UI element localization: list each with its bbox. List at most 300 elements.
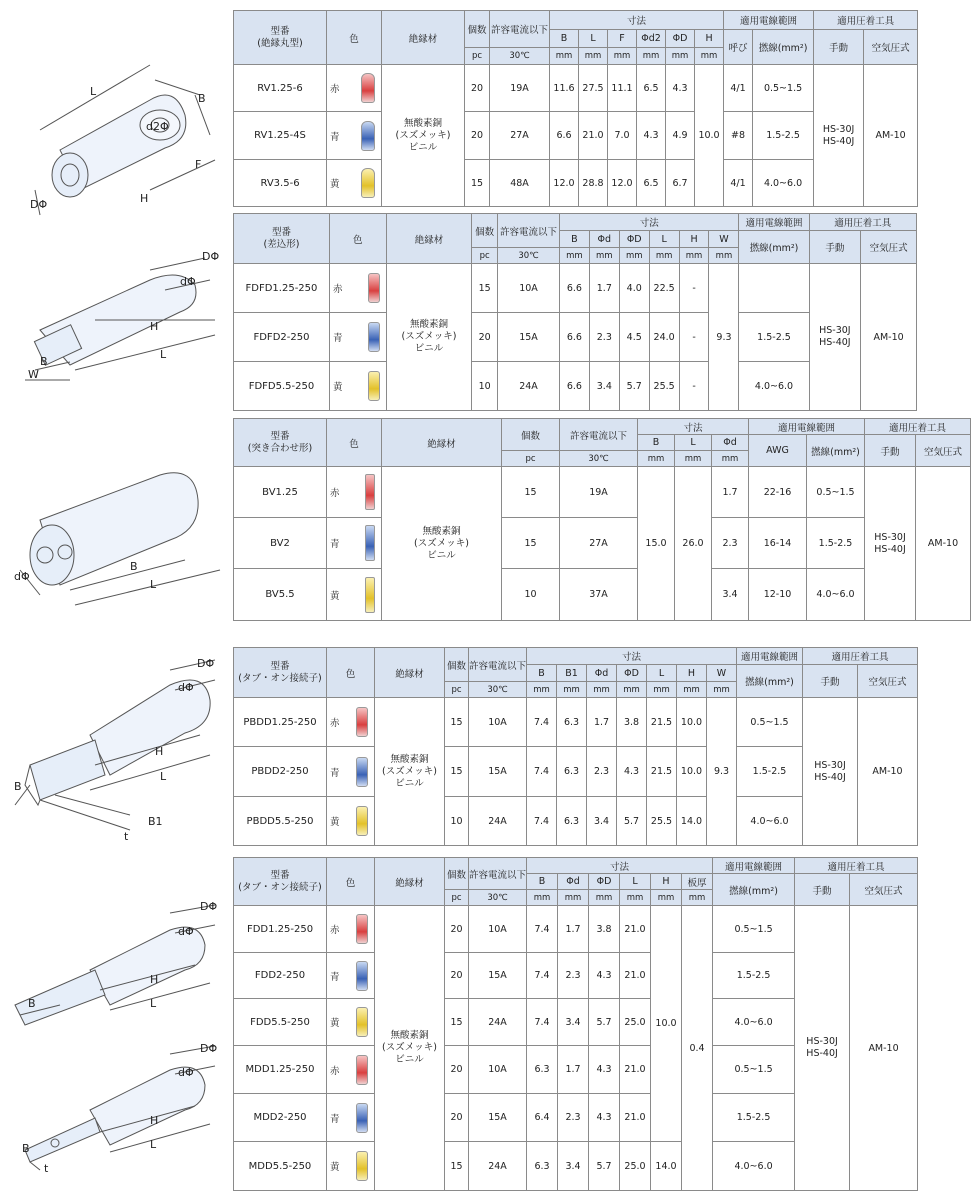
dim-cell: 6.3: [527, 1142, 558, 1191]
model-cell: PBDD5.5-250: [234, 797, 327, 846]
tool-manual-cell: HS-30J HS-40J: [865, 467, 916, 621]
ring-label-D: DΦ: [30, 198, 48, 211]
unit: mm: [589, 248, 619, 264]
unit: mm: [558, 890, 589, 906]
current-cell: 27A: [560, 518, 638, 569]
dim-cell: 10.0: [695, 65, 724, 207]
dim-B: B: [550, 30, 579, 48]
unit: mm: [637, 48, 666, 65]
table-row: [234, 65, 918, 112]
unit: mm: [608, 48, 637, 65]
dim-F: F: [608, 30, 637, 48]
qty-cell: 10: [502, 569, 560, 621]
wire-cell: 1.5-2.5: [753, 112, 814, 160]
dim-cell: 14.0: [651, 1142, 682, 1191]
unit: mm: [682, 890, 713, 906]
col-wire: 適用電線範囲: [737, 648, 803, 665]
color-cell: 黄: [327, 797, 375, 846]
wire-stranded: 撚線(mm²): [807, 435, 865, 467]
insulation-cell: 無酸素銅 (スズメッキ) ビニル: [386, 264, 472, 411]
dim-cell: 6.6: [559, 264, 589, 313]
current-cell: 19A: [560, 467, 638, 518]
dim-cell: 7.0: [608, 112, 637, 160]
bv-spec-table: [233, 418, 971, 621]
color-cell: 黄: [327, 1142, 375, 1191]
dim-cell: 3.4: [558, 1142, 589, 1191]
dim-cell: 4.3: [589, 1046, 620, 1094]
dim-D: ΦD: [666, 30, 695, 48]
dim-cell: 5.7: [589, 999, 620, 1046]
dim-cell: 25.0: [620, 999, 651, 1046]
table-row: [234, 518, 971, 569]
piggyback-label-L: L: [160, 770, 167, 783]
unit: mm: [550, 48, 579, 65]
blue-terminal-icon: [368, 322, 380, 352]
dim-cell: 12.0: [608, 160, 637, 207]
dim-cell: 22.5: [649, 264, 679, 313]
dim-cell: 21.0: [620, 953, 651, 999]
dim-cell: 6.3: [527, 1046, 558, 1094]
table-row: [234, 569, 971, 621]
dim-B: B: [527, 874, 558, 890]
dim-cell: 7.4: [527, 999, 558, 1046]
ring-label-F: F: [195, 158, 202, 171]
tool-manual-cell: HS-30J HS-40J: [809, 264, 861, 411]
qty-unit: pc: [445, 682, 469, 698]
female-label-L: L: [160, 348, 167, 361]
pbdd-spec-table: [233, 647, 918, 846]
dim-cell: 6.6: [559, 313, 589, 362]
mdd-label-L: L: [150, 1138, 157, 1151]
wire-cell: 0.5~1.5: [807, 467, 865, 518]
current-cell: 27A: [490, 112, 550, 160]
dim-cell: 21.0: [579, 112, 608, 160]
col-model: 型番 (タブ・オン接続子): [234, 858, 327, 906]
wire-cell: 0.5~1.5: [753, 65, 814, 112]
butt-connector-diagram: [0, 460, 228, 610]
wire-cell: 0.5~1.5: [713, 1046, 795, 1094]
model-cell: FDD1.25-250: [234, 906, 327, 953]
qty-cell: 15: [445, 999, 469, 1046]
unit: mm: [617, 682, 647, 698]
current-cell: 10A: [469, 906, 527, 953]
dim-cell: 6.7: [666, 160, 695, 207]
unit: mm: [649, 248, 679, 264]
dim-cell: 6.3: [557, 698, 587, 747]
ring-label-d2: d2Φ: [146, 120, 169, 133]
tool-manual: 手動: [795, 874, 850, 906]
qty-cell: 15: [472, 264, 498, 313]
dim-cell: -: [679, 362, 709, 411]
red-terminal-icon: [356, 707, 368, 737]
dim-cell: 4.3: [637, 112, 666, 160]
insulation-cell: 無酸素銅 (スズメッキ) ビニル: [375, 906, 445, 1191]
col-dims: 寸法: [527, 648, 737, 665]
dim-H: H: [679, 231, 709, 248]
unit: mm: [589, 890, 620, 906]
col-insulation: 絶縁材: [375, 648, 445, 698]
current-cell: 24A: [469, 999, 527, 1046]
dim-W: W: [707, 665, 737, 682]
dim-B1: B1: [557, 665, 587, 682]
current-cell: 48A: [490, 160, 550, 207]
wire-cell: 4.0~6.0: [753, 160, 814, 207]
female-label-H: H: [150, 320, 159, 333]
dim-cell: -: [679, 313, 709, 362]
dim-d: Φd: [589, 231, 619, 248]
wire-cell: 0.5~1.5: [737, 698, 803, 747]
tool-air-cell: AM-10: [916, 467, 971, 621]
dim-cell: 7.4: [527, 698, 557, 747]
dim-d: Φd: [558, 874, 589, 890]
ring-terminal-diagram: [0, 40, 228, 210]
wire-stranded: 撚線(mm²): [713, 874, 795, 906]
unit: mm: [666, 48, 695, 65]
color-cell: 黄: [327, 999, 375, 1046]
dim-cell: 4.3: [589, 953, 620, 999]
female-label-B: B: [40, 355, 48, 368]
mdd-terminal-diagram: [0, 1040, 228, 1175]
col-insulation: 絶縁材: [375, 858, 445, 906]
col-current: 許容電流以下: [498, 214, 560, 248]
current-cell: 19A: [490, 65, 550, 112]
yellow-terminal-icon: [356, 1151, 368, 1181]
tool-manual: 手動: [803, 665, 858, 698]
current-cell: 15A: [498, 313, 560, 362]
tool-air: 空気圧式: [861, 231, 917, 264]
blue-terminal-icon: [356, 961, 368, 991]
qty-cell: 15: [445, 698, 469, 747]
model-cell: FDFD5.5-250: [234, 362, 330, 411]
current-cell: 15A: [469, 747, 527, 797]
wire-cell: 4.0~6.0: [739, 362, 809, 411]
color-cell: 青: [329, 313, 386, 362]
qty-cell: 20: [465, 65, 490, 112]
col-qty: 個数: [445, 648, 469, 682]
dim-cell: 26.0: [675, 467, 712, 621]
red-terminal-icon: [356, 1055, 368, 1085]
dim-cell: 3.4: [712, 569, 749, 621]
awg-cell: 16-14: [749, 518, 807, 569]
current-temp: 30℃: [469, 682, 527, 698]
dim-thickness: 板厚: [682, 874, 713, 890]
dim-cell: 11.6: [550, 65, 579, 112]
model-cell: FDD5.5-250: [234, 999, 327, 1046]
dim-cell: 1.7: [712, 467, 749, 518]
col-current: 許容電流以下: [469, 648, 527, 682]
tool-manual-cell: HS-30J HS-40J: [795, 906, 850, 1191]
color-cell: 青: [327, 747, 375, 797]
model-cell: FDD2-250: [234, 953, 327, 999]
qty-cell: 15: [502, 467, 560, 518]
current-temp: 30℃: [469, 890, 527, 906]
dim-L: L: [649, 231, 679, 248]
unit: mm: [579, 48, 608, 65]
dim-d2: Φd2: [637, 30, 666, 48]
col-wire: 適用電線範囲: [724, 11, 814, 30]
tool-air-cell: AM-10: [864, 65, 918, 207]
dim-B: B: [527, 665, 557, 682]
nominal-cell: 4/1: [724, 160, 753, 207]
dim-B: B: [559, 231, 589, 248]
dim-cell: 6.5: [637, 65, 666, 112]
dim-W: W: [709, 231, 739, 248]
col-model: 型番 (差込形): [234, 214, 330, 264]
qty-cell: 15: [465, 160, 490, 207]
col-color: 色: [327, 648, 375, 698]
dim-cell: 1.7: [589, 264, 619, 313]
tool-air: 空気圧式: [850, 874, 918, 906]
blue-terminal-icon: [356, 1103, 368, 1133]
dim-d: Φd: [712, 435, 749, 451]
col-color: 色: [327, 419, 382, 467]
color-cell: 赤: [327, 1046, 375, 1094]
unit: mm: [679, 248, 709, 264]
female-terminal-diagram: [0, 250, 228, 400]
yellow-terminal-icon: [361, 168, 375, 198]
yellow-terminal-icon: [356, 806, 368, 836]
model-cell: BV2: [234, 518, 327, 569]
wire-nominal: 呼び: [724, 30, 753, 65]
unit: mm: [675, 451, 712, 467]
dim-cell: 7.4: [527, 797, 557, 846]
qty-cell: 10: [445, 797, 469, 846]
tool-manual: 手動: [865, 435, 916, 467]
current-cell: 10A: [498, 264, 560, 313]
qty-unit: pc: [472, 248, 498, 264]
dim-cell: 25.5: [649, 362, 679, 411]
dim-cell: 5.7: [619, 362, 649, 411]
butt-label-B: B: [130, 560, 138, 573]
col-dims: 寸法: [559, 214, 738, 231]
dim-cell: 2.3: [712, 518, 749, 569]
dim-cell: 3.8: [617, 698, 647, 747]
col-qty: 個数: [502, 419, 560, 451]
wire-cell: 4.0~6.0: [807, 569, 865, 621]
unit: mm: [712, 451, 749, 467]
dim-cell: 6.3: [557, 747, 587, 797]
wire-cell: 4.0~6.0: [713, 1142, 795, 1191]
dim-cell: 12.0: [550, 160, 579, 207]
dim-cell: 7.4: [527, 747, 557, 797]
color-cell: 黄: [327, 160, 382, 207]
dim-cell: 21.5: [647, 747, 677, 797]
dim-cell: 10.0: [651, 906, 682, 1142]
butt-label-L: L: [150, 578, 157, 591]
dim-cell: 4.3: [666, 65, 695, 112]
col-tool: 適用圧着工具: [814, 11, 918, 30]
red-terminal-icon: [356, 914, 368, 944]
current-cell: 10A: [469, 1046, 527, 1094]
dim-cell: 2.3: [558, 1094, 589, 1142]
col-insulation: 絶縁材: [386, 214, 472, 264]
color-cell: 赤: [327, 906, 375, 953]
col-wire: 適用電線範囲: [713, 858, 795, 874]
fdfd-spec-table: [233, 213, 917, 411]
qty-cell: 20: [472, 313, 498, 362]
qty-cell: 20: [445, 906, 469, 953]
tool-air-cell: AM-10: [861, 264, 917, 411]
wire-cell: 1.5-2.5: [713, 953, 795, 999]
dim-D: ΦD: [617, 665, 647, 682]
model-cell: BV5.5: [234, 569, 327, 621]
col-wire: 適用電線範囲: [749, 419, 865, 435]
current-cell: 10A: [469, 698, 527, 747]
col-insulation: 絶縁材: [382, 419, 502, 467]
ring-label-L: L: [90, 85, 97, 98]
col-wire: 適用電線範囲: [739, 214, 809, 231]
wire-stranded: 撚線(mm²): [753, 30, 814, 65]
nominal-cell: 4/1: [724, 65, 753, 112]
insulation-cell: 無酸素銅 (スズメッキ) ビニル: [375, 698, 445, 846]
current-cell: 15A: [469, 1094, 527, 1142]
tool-air: 空気圧式: [864, 30, 918, 65]
col-model: 型番 (タブ・オン接続子): [234, 648, 327, 698]
dim-H: H: [677, 665, 707, 682]
col-color: 色: [327, 11, 382, 65]
dim-cell: 21.0: [620, 1094, 651, 1142]
table-row: [234, 906, 918, 953]
col-color: 色: [329, 214, 386, 264]
dim-cell: 6.5: [637, 160, 666, 207]
nominal-cell: #8: [724, 112, 753, 160]
qty-unit: pc: [502, 451, 560, 467]
fdd-label-L: L: [150, 997, 157, 1010]
qty-cell: 15: [445, 747, 469, 797]
current-cell: 24A: [498, 362, 560, 411]
dim-cell: 25.5: [647, 797, 677, 846]
col-qty: 個数: [465, 11, 490, 48]
current-temp: 30℃: [498, 248, 560, 264]
dim-cell: 25.0: [620, 1142, 651, 1191]
blue-terminal-icon: [361, 121, 375, 151]
dim-D: ΦD: [589, 874, 620, 890]
dim-cell: 4.3: [589, 1094, 620, 1142]
qty-cell: 15: [502, 518, 560, 569]
female-label-d: dΦ: [180, 275, 196, 288]
dim-cell: -: [679, 264, 709, 313]
color-cell: 黄: [329, 362, 386, 411]
dim-cell: 2.3: [587, 747, 617, 797]
mdd-label-t: t: [44, 1162, 49, 1175]
awg-cell: 12-10: [749, 569, 807, 621]
insulation-cell: 無酸素銅 (スズメッキ) ビニル: [382, 467, 502, 621]
dim-cell: 15.0: [638, 467, 675, 621]
col-current: 許容電流以下: [469, 858, 527, 890]
tool-air: 空気圧式: [858, 665, 918, 698]
dim-cell: 3.4: [587, 797, 617, 846]
unit: mm: [620, 890, 651, 906]
model-cell: RV3.5-6: [234, 160, 327, 207]
wire-cell: 4.0~6.0: [713, 999, 795, 1046]
dim-cell: 24.0: [649, 313, 679, 362]
table-row: [234, 467, 971, 518]
wire-stranded: 撚線(mm²): [737, 665, 803, 698]
unit: mm: [651, 890, 682, 906]
wire-cell: 1.5-2.5: [737, 747, 803, 797]
dim-cell: 4.9: [666, 112, 695, 160]
dim-cell: 2.3: [589, 313, 619, 362]
dim-cell: 2.3: [558, 953, 589, 999]
model-cell: MDD5.5-250: [234, 1142, 327, 1191]
blue-terminal-icon: [356, 757, 368, 787]
current-cell: 24A: [469, 797, 527, 846]
dim-cell: 9.3: [707, 698, 737, 846]
color-cell: 赤: [327, 65, 382, 112]
unit: mm: [557, 682, 587, 698]
dim-L: L: [647, 665, 677, 682]
unit: mm: [647, 682, 677, 698]
dim-H: H: [651, 874, 682, 890]
col-model: 型番 (突き合わせ形): [234, 419, 327, 467]
tool-air: 空気圧式: [916, 435, 971, 467]
tool-manual-cell: HS-30J HS-40J: [803, 698, 858, 846]
qty-cell: 20: [445, 1046, 469, 1094]
dim-cell: 7.4: [527, 906, 558, 953]
fdd-label-H: H: [150, 973, 159, 986]
dim-cell: 9.3: [709, 264, 739, 411]
dim-cell: 5.7: [589, 1142, 620, 1191]
fdd-label-d: dΦ: [178, 925, 194, 938]
qty-cell: 15: [445, 1142, 469, 1191]
fdd-label-D: DΦ: [200, 900, 218, 913]
color-cell: 青: [327, 1094, 375, 1142]
model-cell: MDD2-250: [234, 1094, 327, 1142]
mdd-label-D: DΦ: [200, 1042, 218, 1055]
col-qty: 個数: [472, 214, 498, 248]
col-tool: 適用圧着工具: [865, 419, 971, 435]
dim-cell: 6.3: [557, 797, 587, 846]
dim-cell: 4.3: [617, 747, 647, 797]
dim-cell: 3.4: [589, 362, 619, 411]
tool-air-cell: AM-10: [850, 906, 918, 1191]
model-cell: RV1.25-6: [234, 65, 327, 112]
col-current: 許容電流以下: [490, 11, 550, 48]
unit: mm: [677, 682, 707, 698]
table-row: [234, 698, 918, 747]
unit: mm: [707, 682, 737, 698]
piggyback-terminal-diagram: [0, 655, 228, 845]
model-cell: MDD1.25-250: [234, 1046, 327, 1094]
dim-cell: 6.6: [559, 362, 589, 411]
dim-B: B: [638, 435, 675, 451]
dim-cell: 27.5: [579, 65, 608, 112]
color-cell: 青: [327, 953, 375, 999]
qty-cell: 20: [445, 1094, 469, 1142]
wire-cell: 1.5-2.5: [739, 313, 809, 362]
rv-spec-table: [233, 10, 918, 207]
wire-cell: 1.5-2.5: [807, 518, 865, 569]
red-terminal-icon: [365, 474, 375, 510]
mdd-label-H: H: [150, 1114, 159, 1127]
model-cell: BV1.25: [234, 467, 327, 518]
tool-manual: 手動: [809, 231, 861, 264]
dim-cell: 4.5: [619, 313, 649, 362]
female-label-D: DΦ: [202, 250, 220, 263]
unit: mm: [709, 248, 739, 264]
current-cell: 24A: [469, 1142, 527, 1191]
unit: mm: [527, 682, 557, 698]
fdd-spec-table: [233, 857, 918, 1191]
unit: mm: [527, 890, 558, 906]
col-qty: 個数: [445, 858, 469, 890]
awg-cell: 22-16: [749, 467, 807, 518]
dim-cell: 0.4: [682, 906, 713, 1191]
qty-cell: 20: [465, 112, 490, 160]
dim-cell: 1.7: [558, 1046, 589, 1094]
dim-L: L: [675, 435, 712, 451]
model-cell: PBDD2-250: [234, 747, 327, 797]
